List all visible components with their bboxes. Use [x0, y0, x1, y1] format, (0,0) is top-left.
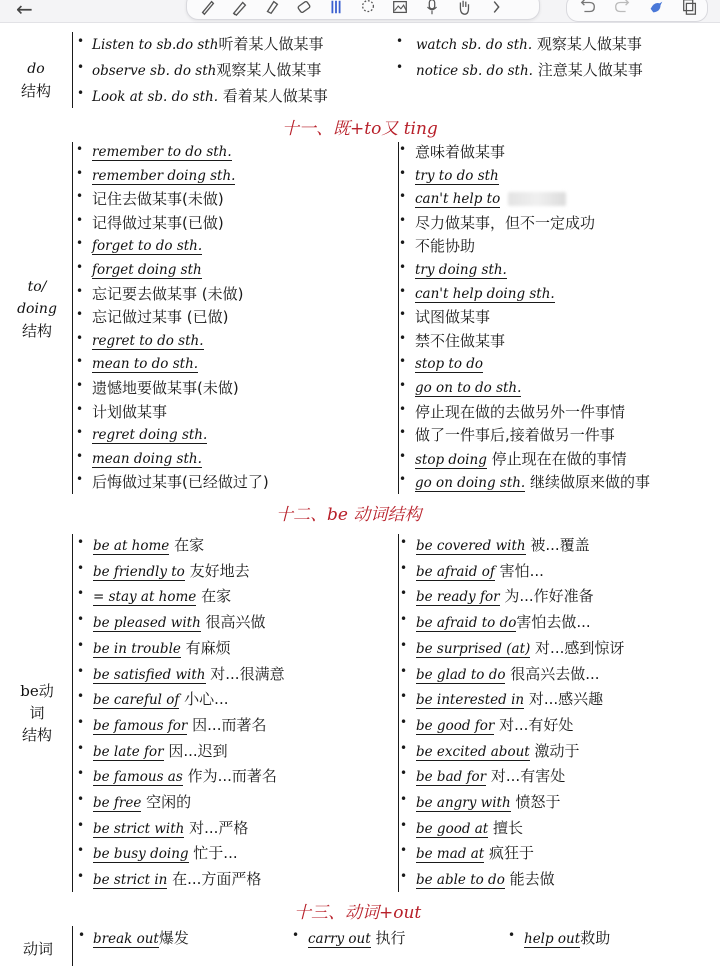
chinese-meaning: 害怕...	[494, 562, 544, 580]
chinese-meaning: 对...很满意	[205, 665, 285, 683]
english-phrase: = stay at home	[93, 589, 197, 605]
bullet: •	[78, 928, 86, 942]
bullet: •	[76, 307, 84, 321]
english-phrase: be angry with	[416, 795, 511, 811]
chinese-meaning: 擅长	[488, 819, 524, 837]
english-phrase: be strict in	[93, 872, 168, 888]
chinese-meaning: 对...有好处	[494, 716, 574, 734]
note-line	[92, 190, 224, 209]
bullet: •	[77, 869, 85, 883]
english-phrase: be afraid to do	[416, 615, 517, 631]
bullet: •	[76, 284, 84, 298]
chinese-meaning: 能去做	[504, 870, 555, 888]
english-phrase: be famous for	[93, 718, 188, 734]
note-line	[415, 214, 595, 233]
copy-icon[interactable]	[678, 0, 702, 18]
bullet: •	[77, 843, 85, 857]
chevron-right-icon[interactable]	[484, 0, 508, 18]
note-line	[416, 587, 594, 606]
note-line	[416, 639, 624, 658]
chinese-meaning: 愤怒于	[510, 793, 561, 811]
bullet: •	[396, 60, 404, 74]
chinese-meaning: 对...有害处	[486, 767, 566, 785]
note-line	[92, 167, 235, 185]
chinese-meaning: 忘记做过某事 (已做)	[92, 308, 229, 326]
note-line	[93, 870, 261, 889]
chinese-meaning: 计划做某事	[92, 403, 168, 421]
bullet: •	[77, 766, 85, 780]
bullet: •	[400, 586, 408, 600]
english-phrase: be able to do	[416, 872, 505, 888]
english-phrase: forget to do sth.	[92, 238, 203, 254]
note-line	[93, 690, 228, 709]
chinese-meaning: 因...而著名	[187, 716, 267, 734]
bullet: •	[77, 638, 85, 652]
note-line	[93, 639, 231, 658]
chinese-meaning: 空闲的	[141, 793, 192, 811]
bullet: •	[77, 86, 85, 100]
note-line: notice sb. do sth. 注意某人做某事	[416, 61, 643, 79]
note-line	[416, 767, 565, 786]
english-phrase: be satisfied with	[93, 667, 206, 683]
english-phrase: go on to do sth.	[415, 380, 522, 396]
bullet: •	[76, 213, 84, 227]
note-line	[415, 332, 505, 351]
english-phrase: be famous as	[93, 769, 183, 785]
note-line	[415, 237, 475, 256]
chinese-meaning: 禁不住做某事	[415, 332, 506, 350]
section-title-13: 十三、动词+out	[294, 903, 422, 923]
bullet: •	[77, 664, 85, 678]
english-phrase: be good for	[416, 718, 495, 734]
english-phrase: regret doing sth.	[92, 427, 208, 443]
bullet: •	[399, 166, 407, 180]
note-line	[93, 587, 231, 606]
chinese-meaning: 不能协助	[415, 237, 476, 255]
bullet: •	[399, 189, 407, 203]
english-phrase: can't help to	[415, 191, 501, 207]
chinese-meaning: 忙于...	[188, 844, 238, 862]
note-line	[416, 613, 591, 632]
english-phrase: mean doing sth.	[92, 451, 202, 467]
bullet: •	[400, 818, 408, 832]
bullet: •	[76, 425, 84, 439]
microphone-icon[interactable]	[420, 0, 444, 18]
bullet: •	[77, 612, 85, 626]
bullet: •	[77, 792, 85, 806]
chinese-meaning: 对...感兴趣	[524, 690, 604, 708]
bullet: •	[76, 236, 84, 250]
note-line	[92, 403, 167, 422]
note-line	[415, 426, 615, 445]
bullet: •	[400, 843, 408, 857]
note-line	[416, 716, 573, 735]
bullet: •	[399, 354, 407, 368]
note-line: watch sb. do sth. 观察某人做某事	[416, 35, 642, 53]
to-doing-side-label: to/ doing 结构	[17, 279, 57, 340]
english-phrase: be excited about	[416, 744, 530, 760]
bullet: •	[77, 561, 85, 575]
bracket-line	[72, 32, 73, 108]
bullet: •	[76, 449, 84, 463]
note-line	[416, 665, 600, 684]
english-phrase: be pleased with	[93, 615, 201, 631]
note-line	[92, 450, 202, 468]
chinese-meaning: 记得做过某事(已做)	[92, 214, 224, 232]
english-phrase: be surprised (at)	[416, 641, 531, 657]
chinese-meaning: 记住去做某事(未做)	[92, 190, 224, 208]
note-line: break out爆发	[93, 929, 189, 947]
note-line	[92, 285, 243, 304]
note-line	[93, 716, 266, 735]
bullet: •	[508, 928, 516, 942]
note-line: Listen to sb.do sth听着某人做某事	[92, 35, 324, 53]
chinese-meaning: 很高兴做	[200, 613, 266, 631]
note-line	[416, 742, 579, 761]
english-phrase: be good at	[416, 821, 489, 837]
note-line	[93, 844, 238, 863]
note-line	[92, 261, 202, 279]
note-line	[415, 167, 499, 185]
note-line	[415, 285, 555, 303]
note-line	[92, 214, 224, 233]
bullet: •	[76, 331, 84, 345]
bracket-line	[72, 534, 73, 892]
bullet: •	[76, 166, 84, 180]
bullet: •	[399, 260, 407, 274]
english-phrase: stop doing	[415, 452, 487, 468]
chinese-meaning: 遗憾地要做某事(未做)	[92, 379, 239, 397]
chinese-meaning: 做了一件事后,接着做另一件事	[415, 426, 615, 444]
english-phrase: be bad for	[416, 769, 487, 785]
bracket-line	[398, 534, 399, 892]
english-phrase: forget doing sth	[92, 262, 202, 278]
note-line	[92, 308, 228, 327]
english-phrase: be covered with	[416, 538, 526, 554]
app-toolbar	[0, 0, 720, 23]
bullet: •	[400, 792, 408, 806]
note-line	[415, 355, 483, 373]
note-line	[416, 536, 590, 555]
bullet: •	[400, 612, 408, 626]
chinese-meaning: 在家	[169, 536, 205, 554]
bullet: •	[399, 307, 407, 321]
chinese-meaning: 停止现在在做的事情	[486, 450, 627, 468]
chinese-meaning: 激动于	[529, 742, 580, 760]
english-phrase: be ready for	[416, 589, 500, 605]
english-phrase: be careful of	[93, 692, 180, 708]
note-line	[415, 143, 505, 162]
note-line	[92, 143, 232, 161]
chinese-meaning: 意味着做某事	[415, 143, 506, 161]
note-line	[93, 819, 248, 838]
bullet: •	[76, 402, 84, 416]
note-line	[415, 379, 521, 397]
chinese-meaning: 很高兴去做...	[505, 665, 600, 683]
bird-icon[interactable]	[644, 0, 668, 18]
note-line	[416, 690, 603, 709]
note-line	[415, 473, 650, 492]
bullet: •	[400, 766, 408, 780]
note-line	[415, 403, 625, 422]
bullet: •	[399, 284, 407, 298]
bullet: •	[76, 378, 84, 392]
lasso-icon[interactable]	[356, 0, 380, 18]
note-line	[93, 613, 266, 632]
bullet: •	[292, 928, 300, 942]
english-phrase: remember doing sth.	[92, 168, 236, 184]
chinese-meaning: 作为...而著名	[182, 767, 277, 785]
bullet: •	[400, 741, 408, 755]
note-line: help out救助	[524, 929, 611, 947]
note-line	[93, 793, 191, 812]
note-line	[92, 237, 202, 255]
english-phrase: be free	[93, 795, 142, 811]
english-phrase: be strict with	[93, 821, 185, 837]
note-line	[93, 665, 285, 684]
english-phrase: regret to do sth.	[92, 333, 204, 349]
image-icon[interactable]	[388, 0, 412, 18]
bullet: •	[76, 189, 84, 203]
english-phrase: go on doing sth.	[415, 475, 526, 491]
english-phrase: be late for	[93, 744, 164, 760]
english-phrase: be interested in	[416, 692, 525, 708]
bullet: •	[76, 260, 84, 274]
bullet: •	[399, 472, 407, 486]
bullet: •	[399, 213, 407, 227]
english-phrase: mean to do sth.	[92, 356, 199, 372]
bracket-line	[72, 142, 73, 494]
chinese-meaning: 为...作好准备	[499, 587, 594, 605]
note-line	[92, 355, 198, 373]
chinese-meaning: 在家	[196, 587, 232, 605]
bullet: •	[77, 818, 85, 832]
chinese-meaning: 后悔做过某事(已经做过了)	[92, 473, 269, 491]
bullet: •	[76, 472, 84, 486]
note-line	[416, 793, 560, 812]
pen-icon[interactable]	[196, 0, 220, 18]
chinese-meaning: 有麻烦	[180, 639, 231, 657]
bullet: •	[399, 142, 407, 156]
note-line	[415, 308, 490, 327]
bullet: •	[77, 535, 85, 549]
bullet: •	[77, 715, 85, 729]
be-side-label: be动 词 结构	[20, 682, 54, 744]
bullet: •	[396, 34, 404, 48]
bullet: •	[400, 638, 408, 652]
action-list	[576, 0, 702, 18]
note-line	[415, 190, 566, 208]
hand-icon[interactable]	[452, 0, 476, 18]
chinese-meaning: 因...迟到	[163, 742, 228, 760]
note-line: observe sb. do sth观察某人做某事	[92, 61, 322, 79]
note-line	[416, 819, 523, 838]
english-phrase: remember to do sth.	[92, 144, 232, 160]
chinese-meaning: 对...严格	[184, 819, 249, 837]
bullet: •	[77, 689, 85, 703]
bullet: •	[400, 869, 408, 883]
note-line	[416, 870, 555, 889]
note-line: carry out 执行	[308, 929, 406, 947]
bullet: •	[399, 402, 407, 416]
english-phrase: be busy doing	[93, 846, 189, 862]
english-phrase: try to do sth	[415, 168, 499, 184]
note-line	[92, 426, 207, 444]
english-phrase: try doing sth.	[415, 262, 507, 278]
chinese-meaning: 在...方面严格	[167, 870, 262, 888]
chinese-meaning: 忘记要去做某事 (未做)	[92, 285, 244, 303]
english-phrase: be afraid of	[416, 564, 495, 580]
note-line	[92, 379, 239, 398]
chinese-meaning: 停止现在做的去做另外一件事情	[415, 403, 626, 421]
section-title-11: 十一、既+to又 ting	[282, 119, 438, 139]
note-line	[93, 767, 277, 786]
note-line	[92, 473, 269, 492]
bullet: •	[400, 561, 408, 575]
chinese-meaning: 继续做原来做的事	[525, 473, 651, 491]
undo-icon[interactable]	[576, 0, 600, 18]
bullet: •	[400, 689, 408, 703]
chinese-meaning: 试图做某事	[415, 308, 491, 326]
chinese-meaning: 尽力做某事，但不一定成功	[415, 214, 596, 232]
english-phrase: can't help doing sth.	[415, 286, 555, 302]
english-phrase: stop to do	[415, 356, 484, 372]
section-title-12: 十二、be 动词结构	[276, 505, 422, 525]
stroke-width-icon[interactable]	[324, 0, 348, 18]
bullet: •	[77, 60, 85, 74]
english-phrase: be mad at	[416, 846, 485, 862]
note-line	[92, 332, 204, 350]
pencil-icon[interactable]	[228, 0, 252, 18]
english-phrase: be in trouble	[93, 641, 181, 657]
chinese-meaning: 害怕去做...	[516, 613, 591, 631]
note-line	[93, 536, 204, 555]
note-line	[416, 844, 534, 863]
note-line	[415, 450, 627, 469]
eraser-icon[interactable]	[292, 0, 316, 18]
note-line	[415, 261, 507, 279]
note-line	[93, 562, 250, 581]
chinese-meaning: 被...覆盖	[525, 536, 590, 554]
out-side-label: 动词	[22, 940, 53, 958]
bullet: •	[399, 378, 407, 392]
english-phrase: be at home	[93, 538, 170, 554]
english-phrase: be friendly to	[93, 564, 185, 580]
bullet: •	[77, 586, 85, 600]
bullet: •	[399, 236, 407, 250]
chinese-meaning: 小心...	[179, 690, 229, 708]
bullet: •	[77, 741, 85, 755]
highlighter-icon[interactable]	[260, 0, 284, 18]
redo-icon[interactable]	[610, 0, 634, 18]
chinese-meaning: 疯狂于	[484, 844, 534, 862]
english-phrase: be glad to do	[416, 667, 506, 683]
chinese-meaning: 友好地去	[184, 562, 250, 580]
bullet: •	[76, 142, 84, 156]
bullet: •	[400, 715, 408, 729]
note-line	[93, 742, 228, 761]
back-arrow-icon[interactable]: ←	[16, 0, 33, 21]
tool-list	[196, 0, 508, 18]
do-side-label: do 结构	[20, 61, 51, 100]
bullet: •	[399, 331, 407, 345]
bracket-line	[72, 926, 73, 966]
note-line: Look at sb. do sth. 看着某人做某事	[92, 87, 328, 105]
bullet: •	[77, 34, 85, 48]
bullet: •	[400, 664, 408, 678]
chinese-meaning: 对...感到惊讶	[530, 639, 625, 657]
bullet: •	[399, 425, 407, 439]
bullet: •	[400, 535, 408, 549]
blurred-ink	[508, 192, 566, 206]
bullet: •	[399, 449, 407, 463]
note-line	[416, 562, 544, 581]
bullet: •	[76, 354, 84, 368]
